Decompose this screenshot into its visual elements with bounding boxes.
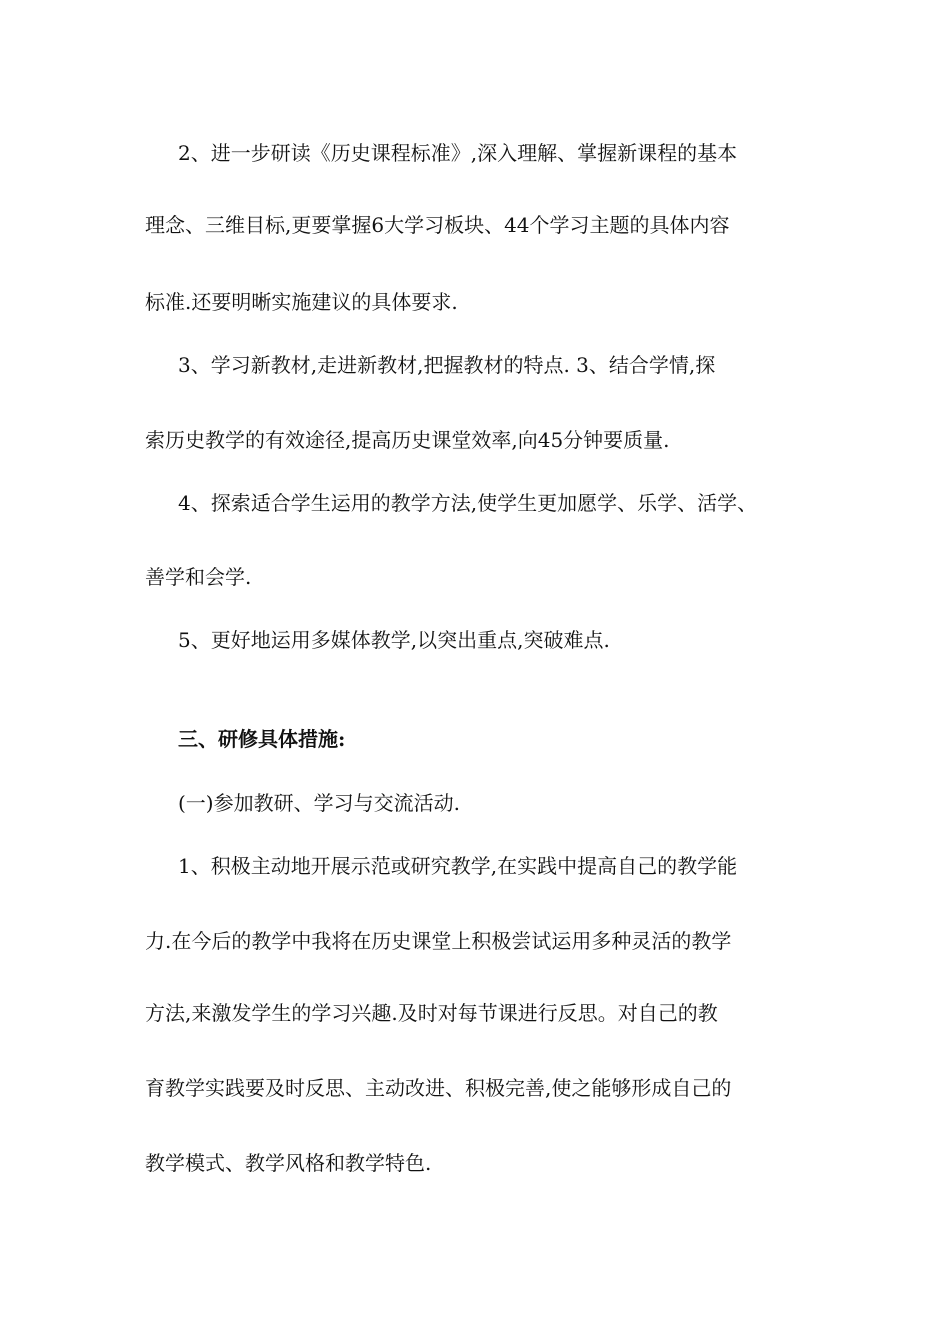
measure-1-line-4: 育教学实践要及时反思、主动改进、积极完善,使之能够形成自己的 [145,1076,732,1100]
goal-2-line-2: 理念、三维目标,更要掌握6大学习板块、44个学习主题的具体内容 [145,213,730,237]
section-3-heading: 三、研修具体措施: [178,727,346,751]
goal-2-line-3: 标准.还要明晰实施建议的具体要求. [145,290,458,314]
goal-4-line-1: 4、探索适合学生运用的教学方法,使学生更加愿学、乐学、活学、 [178,491,758,515]
goal-5-line-1: 5、更好地运用多媒体教学,以突出重点,突破难点. [178,628,610,652]
measure-1-line-5: 教学模式、教学风格和教学特色. [145,1151,432,1175]
goal-3-line-1: 3、学习新教材,走进新教材,把握教材的特点. 3、结合学情,探 [178,353,716,377]
section-3-subheading: (一)参加教研、学习与交流活动. [178,791,460,815]
goal-2-line-1: 2、进一步研读《历史课程标准》,深入理解、掌握新课程的基本 [178,141,738,165]
measure-1-line-1: 1、积极主动地开展示范或研究教学,在实践中提高自己的教学能 [178,854,738,878]
measure-1-line-2: 力.在今后的教学中我将在历史课堂上积极尝试运用多种灵活的教学 [145,929,732,953]
goal-4-line-2: 善学和会学. [145,565,252,589]
measure-1-line-3: 方法,来激发学生的学习兴趣.及时对每节课进行反思。对自己的教 [145,1001,718,1025]
goal-3-line-2: 索历史教学的有效途径,提高历史课堂效率,向45分钟要质量. [145,428,670,452]
